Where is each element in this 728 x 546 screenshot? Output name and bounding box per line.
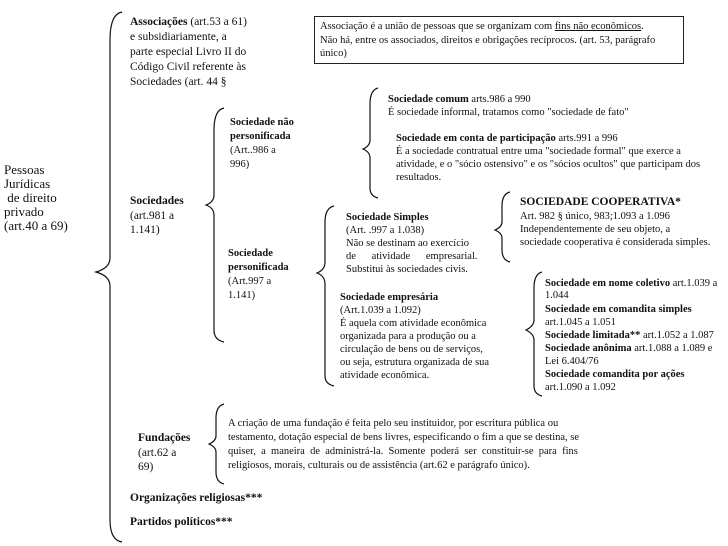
cooperativa-line: Art. 982 § único, 983;1.093 a 1.096 — [520, 211, 670, 222]
organizacoes-religiosas-title: Organizações religiosas*** — [130, 492, 263, 504]
soc-conta-line: atividade, e o "sócio ostensivo" e os "sócios ocultos" que participam dos — [396, 159, 701, 170]
soc-empresaria-line: organizada para a produção ou a — [340, 331, 476, 342]
tipo-suffix: art.1.039 a — [670, 278, 718, 289]
root-line: Pessoas — [4, 162, 45, 177]
assoc-note-suffix: . — [641, 21, 644, 32]
tipo-title: Sociedade anônima — [545, 343, 632, 354]
fundacoes-desc-line: quiser, a maneira de administrá-la. Somente poderá ser constituir-se para fins — [228, 446, 578, 457]
sociedades-brace — [206, 108, 224, 342]
personificada-title: personificada — [228, 262, 289, 273]
soc-comum-title: Sociedade comum — [388, 94, 469, 105]
tipo-cont: art.1.045 a 1.051 — [545, 317, 616, 328]
personificada-title: Sociedade — [228, 248, 273, 259]
soc-empresaria-line: circulação de bens ou de serviços, — [340, 344, 483, 355]
tipo-cont: 1.044 — [545, 290, 569, 301]
cooperativa-line: Independentemente de seu objeto, a — [520, 224, 671, 235]
cooperativa-line: sociedade cooperativa é considerada simples. — [520, 237, 711, 248]
associacao-note-line: único) — [320, 48, 347, 59]
soc-empresaria-line: É aquela com atividade econômica — [340, 318, 487, 329]
sociedades-line: 1.141) — [130, 224, 160, 236]
soc-empresaria-line: ou seja, estrutura organizada de sua — [340, 357, 490, 368]
tipo-limitada — [545, 330, 714, 342]
fundacoes-desc-line: religiosos, morais, culturais ou de assistência (art.62 e parágrafo único). — [228, 460, 530, 471]
fundacoes-line: (art.62 a — [138, 447, 177, 459]
tipo-cont: art.1.090 a 1.092 — [545, 382, 616, 393]
soc-conta-heading — [396, 133, 618, 145]
tipo-anonima — [545, 343, 712, 355]
tipo-title: Sociedade em nome coletivo — [545, 278, 671, 289]
nao-personificada-line: 996) — [230, 159, 250, 170]
empresaria-brace — [526, 272, 542, 396]
personificada-line: 1.141) — [228, 290, 256, 301]
nao-personificada-title: personificada — [230, 131, 291, 142]
nao-personificada-line: (Art..986 a — [230, 145, 276, 156]
associacoes-heading — [130, 16, 247, 29]
soc-conta-title: Sociedade em conta de participação — [396, 133, 556, 144]
soc-comum-heading — [388, 94, 531, 106]
soc-simples-line: (Art. .997 a 1.038) — [346, 225, 425, 236]
associacoes-line: e subsidiariamente, a — [130, 31, 227, 43]
cooperativa-title: SOCIEDADE COOPERATIVA* — [520, 196, 681, 208]
tipo-cont: Lei 6.404/76 — [545, 356, 599, 367]
associacoes-title: Associações — [130, 16, 188, 28]
root-line: (art.40 a 69) — [4, 218, 68, 233]
tipo-suffix: art.1.088 a 1.089 e — [631, 343, 713, 354]
soc-empresaria-title: Sociedade empresária — [340, 292, 439, 303]
soc-conta-line: resultados. — [396, 172, 442, 183]
assoc-note-underlined: fins não econômicos — [554, 21, 642, 32]
soc-empresaria-line: (Art.1.039 a 1.092) — [340, 305, 421, 316]
sociedades-title: Sociedades — [130, 195, 184, 207]
soc-comum-line: É sociedade informal, tratamos como "sociedade de fato" — [388, 107, 629, 118]
soc-simples-line: de atividade empresarial. — [346, 251, 478, 262]
soc-simples-title: Sociedade Simples — [346, 212, 429, 223]
soc-simples-line: Substitui às sociedades civis. — [346, 264, 468, 275]
sociedades-line: (art.981 a — [130, 210, 175, 222]
root-line: privado — [4, 204, 44, 219]
fundacoes-title: Fundações — [138, 432, 191, 444]
assoc-note-prefix: Associação é a união de pessoas que se organizam com — [320, 21, 555, 32]
fundacoes-brace — [209, 404, 224, 484]
fundacoes-desc-line: A criação de uma fundação é feita pelo seu instituidor, por escritura pública ou — [228, 418, 559, 429]
main-brace — [96, 12, 122, 542]
personificada-line: (Art.997 a — [228, 276, 272, 287]
simples-brace — [495, 192, 510, 262]
tipo-comandita-simples: Sociedade em comandita simples — [545, 304, 692, 315]
associacao-note-line-1 — [320, 21, 644, 33]
soc-conta-title-suffix: arts.991 a 996 — [555, 133, 618, 144]
partidos-politicos-title: Partidos políticos*** — [130, 516, 233, 528]
fundacoes-line: 69) — [138, 461, 154, 473]
soc-simples-line: Não se destinam ao exercício — [346, 238, 470, 249]
associacoes-title-suffix: (art.53 a 61) — [187, 16, 247, 28]
soc-empresaria-line: atividade econômica. — [340, 370, 430, 381]
soc-conta-line: É a sociedade contratual entre uma "sociedade formal" que exerce a — [396, 146, 681, 157]
nao-personificada-brace — [363, 88, 378, 198]
tipo-comandita-acoes: Sociedade comandita por ações — [545, 369, 685, 380]
associacoes-line: Código Civil referente às — [130, 61, 246, 73]
associacao-note-box — [314, 16, 684, 64]
soc-comum-title-suffix: arts.986 a 990 — [468, 94, 531, 105]
associacoes-line: parte especial Livro II do — [130, 46, 247, 58]
tipo-title: Sociedade limitada** — [545, 330, 641, 341]
tipo-suffix: art.1.052 a 1.087 — [640, 330, 714, 341]
root-line: de direito — [4, 190, 57, 205]
personificada-brace — [317, 206, 334, 386]
associacao-note-line: Não há, entre os associados, direitos e obrigações recíprocos. (art. 53, parágrafo — [320, 35, 656, 46]
fundacoes-desc-line: testamento, dotação especial de bens livres, especificando o fim a que se destina, se — [228, 432, 580, 443]
nao-personificada-title: Sociedade não — [230, 117, 294, 128]
associacoes-line: Sociedades (art. 44 § — [130, 76, 227, 88]
root-line: Jurídicas — [4, 176, 51, 191]
tipo-nome-coletivo — [545, 278, 717, 290]
